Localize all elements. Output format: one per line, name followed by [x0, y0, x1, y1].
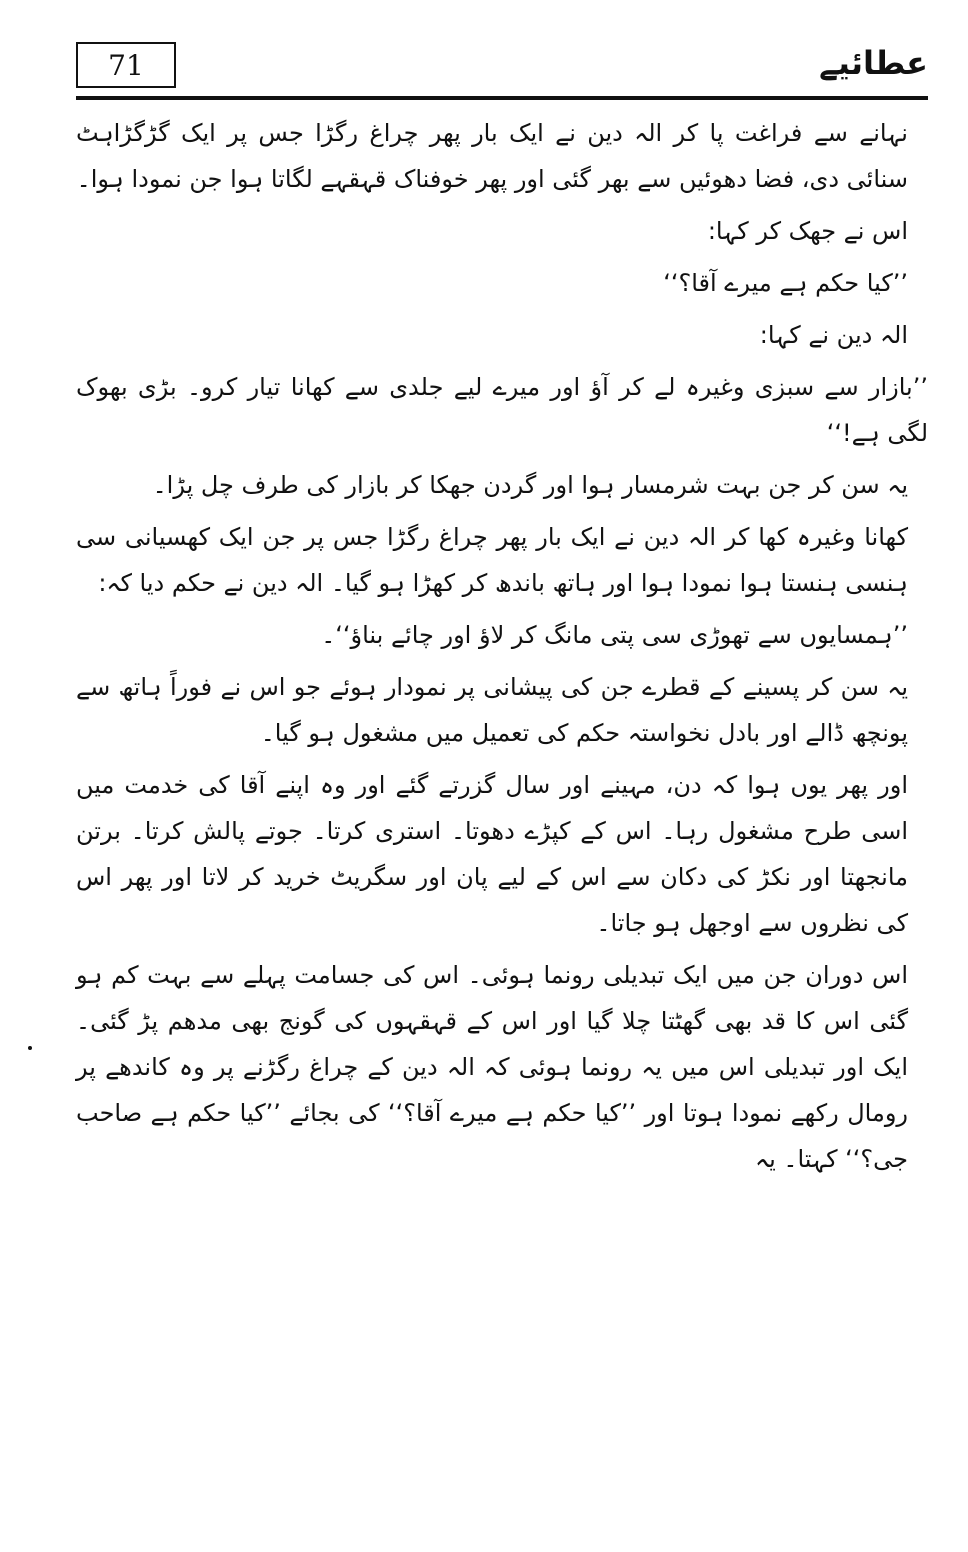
- dialogue-line: ’’کیا حکم ہے میرے آقا؟‘‘: [663, 269, 908, 297]
- dialogue-line: ’’بازار سے سبزی وغیرہ لے کر آؤ اور میرے لیے جلدی سے کھانا تیار کرو۔ بڑی بھوک لگی ہے!‘‘: [76, 373, 928, 447]
- paragraph: یہ سن کر پسینے کے قطرے جن کی پیشانی پر نمودار ہوئے جو اس نے فوراً ہاتھ سے پونچھ ڈالے اور بادل نخواستہ حکم کی تعمیل میں مشغول ہو گیا۔: [76, 673, 908, 747]
- paragraph: اس نے جھک کر کہا:: [707, 217, 908, 245]
- page-number: 71: [108, 48, 144, 82]
- paragraph: اور پھر یوں ہوا کہ دن، مہینے اور سال گزرتے گئے اور وہ اپنے آقا کی خدمت میں اسی طرح مشغول رہا۔ اس کے کپڑے دھوتا۔ استری کرتا۔ جوتے پالش کرتا۔ برتن مانجھتا اور نکڑ کی دکان سے اس کے لیے پان اور سگریٹ خرید کر لاتا اور پھر اس کی نظروں سے اوجھل ہو جاتا۔: [76, 771, 908, 937]
- stray-mark: [28, 1046, 32, 1050]
- paragraph: اس دوران جن میں ایک تبدیلی رونما ہوئی۔ اس کی جسامت پہلے سے بہت کم ہو گئی اس کا قد بھی گھٹتا چلا گیا اور اس کے قہقہوں کی گونج بھی مدھم پڑ گئی۔ ایک اور تبدیلی اس میں یہ رونما ہوئی کہ الہ دین کے چراغ رگڑنے پر وہ کاندھے پر رومال رکھے نمودا ہوتا اور ’’کیا حکم ہے میرے آقا؟‘‘ کی بجائے ’’کیا حکم ہے صاحب جی؟‘‘ کہتا۔ یہ: [76, 961, 909, 1173]
- running-head: عطائیے: [819, 44, 928, 82]
- dialogue-line: ’’ہمسایوں سے تھوڑی سی پتی مانگ کر لاؤ اور چائے بناؤ‘‘۔: [321, 621, 908, 649]
- paragraph: نہانے سے فراغت پا کر الہ دین نے ایک بار پھر چراغ رگڑا جس پر ایک گڑگڑاہٹ سنائی دی، فضا دھوئیں سے بھر گئی اور پھر خوفناک قہقہے لگاتا ہوا جن نمودا ہوا۔: [76, 119, 908, 193]
- page-number-box: [76, 42, 176, 88]
- paragraph: الہ دین نے کہا:: [759, 321, 908, 349]
- header-rule: [76, 96, 928, 100]
- paragraph: کھانا وغیرہ کھا کر الہ دین نے ایک بار پھر چراغ رگڑا جس پر جن ایک کھسیانی سی ہنسی ہنستا ہوا نمودا ہوا اور ہاتھ باندھ کر کھڑا ہو گیا۔ الہ دین نے حکم دیا کہ:: [76, 523, 908, 597]
- body-text: [76, 110, 928, 1188]
- paragraph: یہ سن کر جن بہت شرمسار ہوا اور گردن جھکا کر بازار کی طرف چل پڑا۔: [152, 471, 908, 499]
